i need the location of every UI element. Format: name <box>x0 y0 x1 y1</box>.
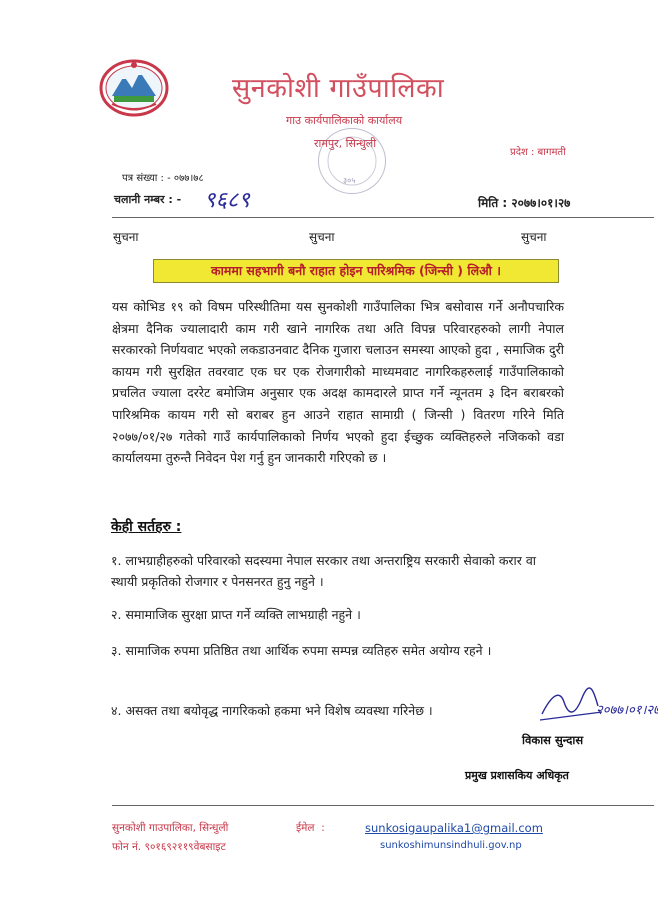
office-location: रामपुर, सिन्धुली <box>314 137 377 150</box>
phone-value: ९०१६९२११९ <box>144 841 194 853</box>
headline-text: काममा सहभागी बनौ राहात होइन पारिश्रमिक (जिन्सी ) लिऔ । <box>211 263 501 278</box>
conditions-heading: केही सर्तहरु : <box>111 519 182 535</box>
header-divider <box>112 217 654 218</box>
municipality-emblem <box>98 58 170 118</box>
body-paragraph: यस कोभिड १९ को विषम परिस्थीतिमा यस सुनकोशी गाउँपालिका भित्र बसोवास गर्ने अनौपचारिक क्षेत्रमा दैनिक ज्यालादारी काम गरी खाने नागरिक तथा अति विपन्न परिवारहरुको लागी नेपाल सरकारको निर्णयवाट भएको लकडाउनवाट दैनिक गुजारा चलाउन समस्या आएको हुदा , समाजिक दुरी कायम गरी सुरक्षित तवरवाट एक घर एक रोजगारीको माध्यमवाट नागरिकहरुलाई गाउँपालिकाको प्रचलित ज्याला दररेट बमोजिम अनुसार एक अदक्ष कामदारले प्राप्त गर्ने न्यूनतम ३ दिन बराबरको पारिश्रमिक कायम गरी सो बराबर हुन आउने राहात सामाग्री ( जिन्सी ) वितरण गरिने मिति २०७७/०१/२७ गतेको गाउँ कार्यपालिकाको निर्णय भएको हुदा ईच्छुक व्यक्तिहरुले नजिकको वडा कार्यालयमा तुरुन्तै निवेदन पेश गर्नु हुन जानकारी गरिएको छ । <box>112 299 564 466</box>
signer-name: विकास सुन्दास <box>522 733 584 747</box>
condition-item: १. लाभग्राहीहरुको परिवारको सदस्यमा नेपाल सरकार तथा अन्तराष्ट्रिय सरकारी सेवाको करार वा स्थायी प्रकृतिको रोजगार र पेनसनरत हुनु नहुने । <box>111 553 537 589</box>
dispatch-number-label: चलानी नम्बर : - <box>114 193 182 206</box>
handwritten-signature <box>538 684 658 724</box>
date-label: मिति : <box>478 196 508 210</box>
signature-date: २०७७।०१।२७ <box>596 703 658 718</box>
footer-address: सुनकोशी गाउपालिका, सिन्धुली <box>112 822 229 834</box>
notice-word-left: सुचना <box>113 230 139 244</box>
date <box>478 194 570 211</box>
letter-number-value: ०७७।७८ <box>173 173 204 184</box>
letter-number <box>122 170 204 184</box>
office-name: सुनकोशी गाउँपालिका <box>232 73 445 104</box>
notice-word-right: सुचना <box>521 230 547 244</box>
stamp-number: ३०५ <box>343 176 356 185</box>
email-link[interactable]: sunkosigaupalika1@gmail.com <box>365 821 543 835</box>
date-value: २०७७।०१।२७ <box>511 196 571 210</box>
headline-banner <box>153 259 559 283</box>
condition-item: ३. सामाजिक रुपमा प्रतिष्ठित तथा आर्थिक रुपमा सम्पन्न व्यतिहरु समेत अयोग्य रहने । <box>111 643 492 658</box>
office-stamp <box>318 128 386 194</box>
phone-label: फोन नं. <box>112 841 142 853</box>
condition-item: २. समामाजिक सुरक्षा प्राप्त गर्ने व्यक्ति लाभग्राही नहुने । <box>111 607 361 622</box>
signer-title: प्रमुख प्रशासकिय अधिकृत <box>465 769 569 782</box>
letter-number-label: पत्र संख्या : - <box>122 173 171 184</box>
province-label: प्रदेश : बागमती <box>510 147 566 158</box>
footer-phone <box>112 840 226 854</box>
dispatch-number-handwritten: ९६८९ <box>204 188 250 213</box>
website-link[interactable]: sunkoshimunsindhuli.gov.np <box>380 840 522 851</box>
email-label: ईमेल : <box>296 822 325 834</box>
notice-word-center: सुचना <box>309 230 335 244</box>
website-label: वेबसाइट <box>193 841 226 853</box>
condition-item: ४. असक्त तथा बयोवृद्ध नागरिकको हकमा भने विशेष व्यवस्था गरिनेछ । <box>111 703 433 718</box>
footer-divider <box>112 805 654 806</box>
office-subtitle: गाउ कार्यपालिकाको कार्यालय <box>286 114 403 127</box>
